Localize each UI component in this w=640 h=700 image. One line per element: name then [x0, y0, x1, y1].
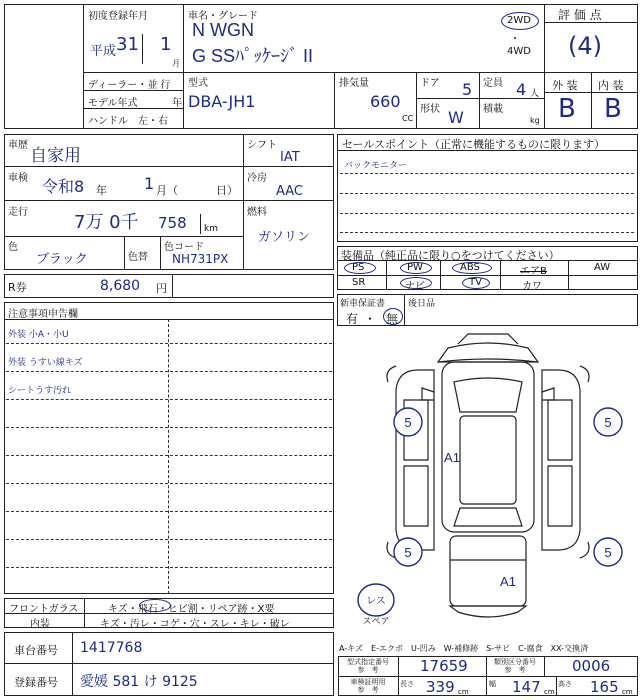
equip-navi: ナビ	[405, 281, 425, 292]
chassis-label: 車台番号	[14, 644, 58, 657]
inspection-day-unit: 日）	[216, 184, 238, 197]
mileage-small: 758	[158, 214, 187, 232]
cert-sub: 参 考	[357, 686, 379, 694]
cc-unit: CC	[402, 114, 414, 123]
equip-sr: SR	[352, 277, 366, 288]
shift-value: IAT	[280, 150, 300, 165]
interior-grade: B	[604, 94, 622, 124]
car-grade: G SSﾊﾟｯｹｰｼﾞ II	[192, 46, 314, 66]
model-type: DBA-JH1	[188, 92, 256, 111]
score-label: 評 価 点	[558, 8, 602, 22]
interior-cond-label: 内装	[30, 619, 50, 630]
notes-title: 注意事項申告欄	[8, 309, 78, 320]
mileage-big: 7万 0千	[74, 212, 139, 233]
shape-label: 形状	[420, 104, 440, 115]
mileage-label: 走行	[8, 207, 28, 218]
ac-label: 冷房	[247, 173, 267, 184]
warranty-yes: 有	[346, 312, 359, 326]
cert-label: 車検証明用	[350, 678, 386, 686]
car-diagram	[338, 330, 638, 630]
equipment-title: 装備品（純正品に限り○をつけてください）	[341, 249, 560, 262]
damage-mark: 5	[604, 545, 612, 560]
capacity-label: 定員	[483, 78, 503, 89]
exterior-label: 外 装	[552, 79, 578, 92]
damage-mark: A1	[500, 574, 516, 589]
class-num: 0006	[572, 657, 611, 675]
note-item: シートうす汚れ	[8, 386, 72, 396]
inspection-year-unit: 年	[96, 184, 107, 197]
first-reg-era: 平成	[90, 44, 117, 59]
drive-dot: ・	[510, 34, 520, 45]
length: 339	[426, 678, 455, 696]
damage-mark: 5	[604, 415, 612, 430]
km-unit: km	[204, 224, 218, 234]
shape: W	[448, 108, 464, 127]
spare-label: スペア	[362, 617, 390, 627]
dealer-label: ディーラー・並 行	[88, 80, 171, 91]
recycle-label: R券	[8, 281, 27, 294]
spare-mark: レス	[366, 596, 386, 607]
height-label: 高さ	[558, 680, 572, 688]
history-value: 自家用	[30, 146, 81, 166]
drive-4wd: 4WD	[507, 46, 531, 57]
height: 165	[590, 678, 619, 696]
first-reg-label: 初度登録年月	[88, 11, 148, 22]
reg-label: 登録番号	[14, 676, 58, 689]
class-sub: 参 考	[504, 666, 526, 674]
ac-value: AAC	[276, 184, 303, 199]
width: 147	[512, 678, 541, 696]
capacity: 4	[516, 80, 527, 99]
color-value: ブラック	[36, 252, 88, 267]
displacement-label: 排気量	[339, 78, 369, 89]
recycle-unit: 円	[156, 282, 167, 295]
type-num-label: 型式指定番号	[347, 658, 389, 666]
equip-leather: カワ	[522, 281, 542, 292]
displacement: 660	[370, 92, 401, 111]
kg-unit: kg	[530, 116, 540, 125]
model-type-label: 型式	[188, 78, 208, 89]
type-num-sub: 参 考	[357, 666, 379, 674]
model-year-unit: 年	[172, 98, 182, 109]
left-blank-box	[4, 4, 84, 129]
interior-cond-items: キズ・汚レ・コゲ・穴・スレ・キレ・破レ	[100, 619, 290, 630]
reg-value: 愛媛 581 け 9125	[80, 674, 198, 690]
sales-points-title: セールスポイント（正常に機能するものに限ります）	[342, 138, 606, 151]
inspection-month: 1	[144, 174, 155, 193]
color-change-label: 色替	[128, 252, 148, 263]
first-reg-month-unit: 月	[172, 59, 180, 68]
front-glass-label: フロントガラス	[9, 604, 79, 615]
warranty-no: 無	[386, 312, 399, 326]
doors: 5	[462, 80, 473, 99]
recycle-value: 8,680	[100, 278, 141, 294]
car-name-label: 車名・グレード	[188, 11, 258, 22]
drive-2wd: 2WD	[507, 15, 531, 26]
length-unit: cm	[458, 688, 469, 696]
fuel-value: ガソリン	[258, 230, 311, 245]
damage-legend: A-キズ E-エクボ U-凹み W-補修跡 S-サビ C-腐食 XX-交換済	[339, 644, 589, 653]
front-glass-items: キズ・飛石・ヒビ割・リペア跡・X要	[108, 604, 275, 615]
equip-ps: PS	[352, 262, 365, 273]
type-num: 17659	[420, 657, 468, 675]
damage-mark: 5	[404, 415, 412, 430]
color-code: NH731PX	[172, 252, 229, 266]
first-reg-year: 31	[116, 34, 139, 55]
exterior-grade: B	[558, 94, 576, 124]
length-label: 長さ	[400, 680, 414, 688]
equip-airbag: エアB	[520, 266, 547, 277]
chassis-value: 1417768	[80, 640, 143, 656]
width-unit: cm	[544, 688, 555, 696]
inspection-label: 車検	[8, 173, 28, 184]
inspection-month-unit: 月（	[156, 184, 178, 197]
model-year-label: モデル年式	[88, 98, 138, 109]
damage-mark: 5	[404, 545, 412, 560]
inspection-era: 令和8	[42, 177, 85, 196]
equip-abs: ABS	[460, 262, 480, 273]
shift-label: シフト	[247, 140, 277, 151]
sales-point-item: バックモニター	[344, 161, 408, 171]
class-label: 類別区分番号	[494, 658, 536, 666]
warranty-sep: ・	[364, 312, 377, 326]
first-reg-month: 1	[160, 34, 172, 55]
height-unit: cm	[622, 688, 633, 696]
interior-label: 内 装	[598, 79, 624, 92]
history-label: 車歴	[8, 140, 28, 151]
score-value: (4)	[568, 32, 602, 60]
later-items-label: 後日品	[408, 299, 436, 309]
note-item: 外装 小A・小U	[8, 330, 69, 340]
chip-circle	[139, 599, 171, 612]
warranty-label: 新車保証書	[340, 299, 386, 309]
color-code-label: 色コード	[164, 242, 204, 253]
equip-pw: PW	[407, 262, 423, 273]
color-label: 色	[8, 242, 18, 253]
damage-mark: A1	[444, 450, 460, 465]
handle-label: ハンドル 左・右	[88, 116, 168, 127]
doors-label: ドア	[420, 78, 440, 89]
load-label: 積載	[483, 104, 503, 115]
recycle-frame	[4, 274, 334, 298]
equip-tv: TV	[469, 277, 482, 288]
notes-frame	[4, 302, 334, 594]
fuel-label: 燃料	[247, 207, 267, 218]
car-name: N WGN	[192, 20, 254, 40]
width-label: 幅	[489, 680, 496, 688]
equip-aw: AW	[594, 262, 611, 273]
note-item: 外装 うすい線キズ	[8, 358, 83, 368]
person-unit: 人	[530, 89, 540, 99]
